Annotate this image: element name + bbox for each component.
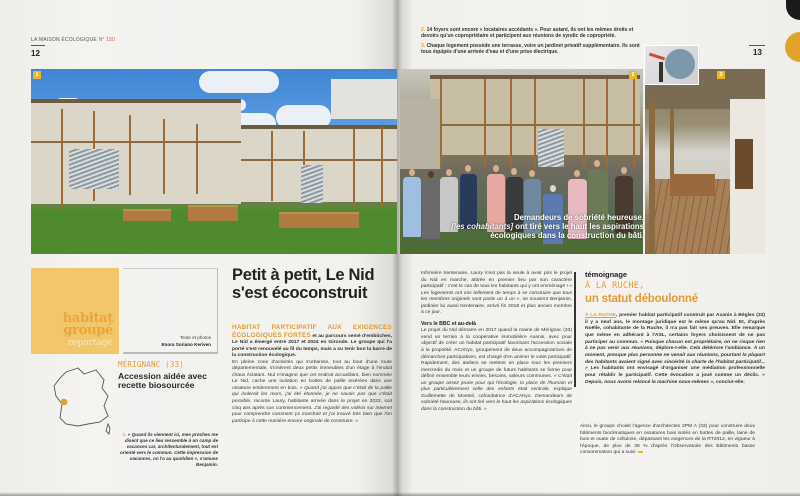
continue-marker bbox=[638, 451, 643, 453]
article-standfirst: HABITAT PARTICIPATIF AUX EXIGENCES ÉCOLOGIQUES FORTES et au parcours semé d'embûches, Le Nid a émergé entre 2017 et 2024 en Gironde. Le groupe qui l'a porté s'est renouvelé au fil du temps, mais a su tenir bon la barre de la construction écologique. bbox=[232, 324, 392, 359]
credits-label: Texte et photos bbox=[179, 335, 211, 340]
article-column-2 bbox=[421, 271, 572, 413]
testimony-title-line-2: un statut déboulonné bbox=[585, 293, 698, 305]
folio-rule-right bbox=[749, 45, 765, 46]
photo-badge-3: 3 bbox=[717, 71, 725, 79]
credits-box bbox=[123, 268, 218, 354]
article-paragraph-2: Infirmière trentenaire, Laury n'est pas la seule à avoir pris le projet du Nid en marche, attirée en premier lieu par son caractère participatif : c'est le cas de tous les habitants qui y ont emménagé ! « Les logements ont mis tellement de temps à se construire que tous les membres originels sont partis un à un », se souvient Benjamin, jardinier lui aussi trentenaire, arrivé fin 2018 et plus ancien membre à ce jour. bbox=[421, 271, 572, 316]
photo-note-1: 1. « Quand ils viennent ici, mes proches me disent que ce lieu ressemble à un camp de vacances car, architecturalement, tout est orienté vers le commun. Cette impression de vacances, on l'a au quotidien », s'amuse Benjamin. bbox=[119, 432, 218, 468]
article-column-3 bbox=[580, 424, 755, 457]
photo-badge-1: 1 bbox=[33, 71, 41, 79]
rubric-line-1: habitat bbox=[62, 311, 113, 326]
article-paragraph-3: Le projet du Nid démarre en 2017 quand la mairie de Mérignac (33) vend un terrain à la coopérative immobilière Axanis, avec pour objectif de créer un habitat participatif favorisant l'accession sociale à la propriété. ACAtryo, groupement de deux accompagnatrices de démarches participatives, est chargé d'en animer le volet participatif. Rapidement, des ateliers se mettent en place tous les premiers mercredis du mois et un groupe de futurs habitants se forme pour définir ensemble leurs envies, besoins, valeurs communes. « C'était un groupe assez jeune pour qui l'écologie, la place de l'humain et plus particulièrement celle des enfants était centrale, explique Guillemette de Monteil, cofondatrice d'ACAtryo. Demandeurs de sobriété heureuse, ils ont tiré vers le haut les aspirations écologiques dans la construction du bâti. » bbox=[421, 328, 573, 412]
photo-terrace bbox=[645, 69, 765, 254]
article-column-1 bbox=[232, 325, 392, 425]
running-head bbox=[31, 37, 115, 43]
testimony-rule bbox=[574, 272, 576, 387]
page-number-right: 13 bbox=[753, 48, 762, 57]
arrow-icon bbox=[649, 53, 665, 61]
page-number-left: 12 bbox=[31, 49, 40, 58]
pull-quote: Demandeurs de sobriété heureuse, [les cohabitants] ont tiré vers le haut les aspirations écologiques dans la construction du bâti. bbox=[451, 213, 644, 240]
testimony-body: À LA RUCHE, premier habitat participatif construit par Axanis à Bègles (33) il y a neuf ans, le montage juridique est le même qu'au Nid. Et, d'après Noëlle, cohabitante de la Ruche, il n'a pas fait ses preuves. Elle remarque que même en adhérant à l'ASL, certains foyers choisissent de ne pas participer au commun. « Puisque chacun est propriétaire, on ne risque rien à ne pas venir aux réunions, déplore-t-elle. Cela détériore l'ambiance. À un moment, presque plus personne ne venait aux réunions, pourtant la plupart des habitants avaient signé avec sincérité la charte de l'habitat participatif... » Les habitants ont envisagé d'organiser une médiation professionnelle pour rétablir le participatif. Cette évocation a joué comme un déclic. « Depuis, nous avons relancé la machine nous-mêmes », conclut-elle. bbox=[585, 313, 766, 385]
testimony-kicker: témoignage bbox=[585, 270, 628, 279]
photo-captions bbox=[421, 27, 641, 59]
article-subhead: Vers le BBC et au-delà bbox=[421, 320, 477, 327]
france-map-icon bbox=[52, 366, 112, 436]
caption-2: 2. 14 foyers sont encore « locataires accédants ». Pour autant, ils ont les mêmes droits et devoirs qu'un copropriétaire et participent aux réunions de syndic de copropriété. bbox=[421, 27, 634, 40]
location-title: Accession aidée avec recette biosourcée bbox=[118, 371, 207, 391]
location-label: MÉRIGNANC (33) bbox=[118, 360, 185, 369]
photo-courtyard bbox=[31, 69, 397, 254]
article-paragraph-4: Ainsi, le groupe choisit l'agence d'architectes 2PM A (33) pour construire deux bâtiments bioclimatiques en ossatures bois isolés en bottes de paille, laine de bois et ouate de cellulose, dépassant les exigences de la RT2012, en vigueur à l'époque, de plus de 38 % d'après l'Observatoire des Bâtiments basse consommation qui a suivi bbox=[580, 424, 755, 456]
rubric-line-2: groupé bbox=[63, 323, 113, 338]
location-marker bbox=[61, 399, 68, 406]
caption-3: 3. Chaque logement possède une terrasse, voire un jardinet privatif supplémentaire. Ils sont tous équipés d'une arrivée d'eau et d'une prise électrique. bbox=[421, 42, 640, 56]
article-paragraph-1: En pleine zone d'activités qui s'urbanise, tout au bout d'une route départementale, s'insèrent deux petits immeubles d'un étage à l'enduit chaux éclatant. Nul n'imagine que cet endroit accueillant, bien nommée Le Nid, cache une isolation en bottes de paille insérées dans une ossature entièrement en bois. « Quand j'ai appris que c'était de la paille qui isolerait les murs, j'ai été étonnée, je ne savais pas que c'était possible, raconte Laury, habitante arrivée dans le projet en 2022, soit cinq ans après son commencement. J'ai regardé des vidéos sur internet pour comprendre comment ça marchait et j'ai trouvé très bien que l'on participe à cette manière encore originale de construire. » bbox=[232, 359, 392, 424]
testimony-title-line-1: À LA RUCHE, bbox=[585, 281, 645, 291]
inset-photo-water-tap bbox=[644, 45, 699, 85]
magazine-name: LA MAISON ÉCOLOGIQUE bbox=[31, 37, 97, 43]
rubric-line-3: reportage bbox=[67, 338, 113, 348]
folio-rule-left bbox=[31, 45, 45, 46]
section-rubric bbox=[31, 268, 119, 354]
article-headline: Petit à petit, Le Nid s'est écoconstruit bbox=[232, 266, 375, 302]
photo-badge-2: 2 bbox=[629, 71, 637, 79]
issue-number: N° 150 bbox=[98, 37, 116, 43]
page-bottom-shadow bbox=[0, 492, 800, 496]
credits-author: Enora Soriano Keriven bbox=[161, 342, 211, 347]
